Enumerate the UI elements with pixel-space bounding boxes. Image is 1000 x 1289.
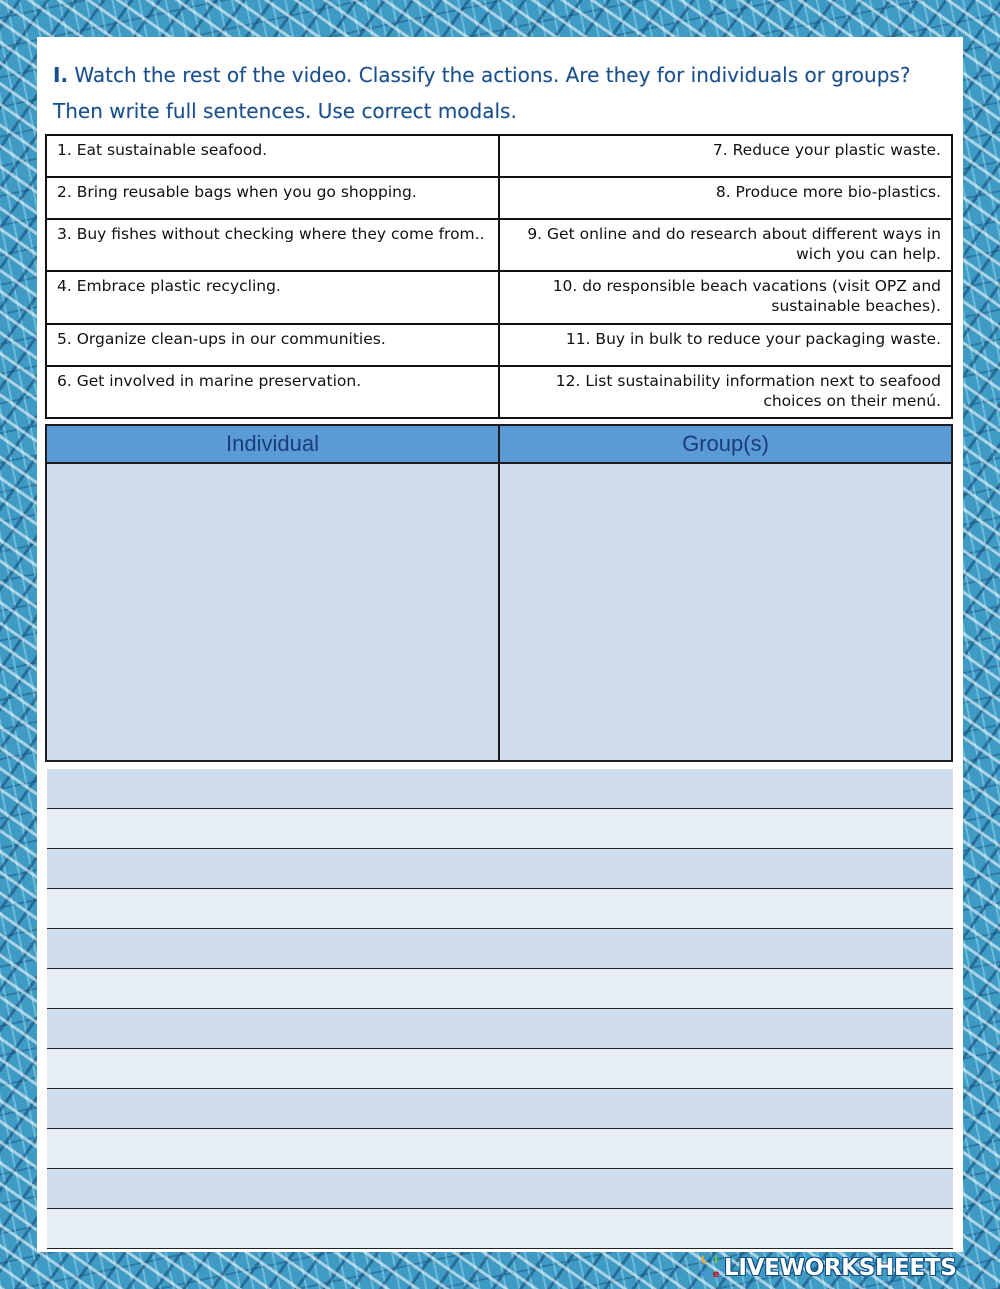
logo-letter: L (700, 1255, 708, 1266)
action-item-5[interactable]: 5. Organize clean-ups in our communities. (46, 324, 499, 366)
liveworksheets-watermark (698, 1254, 956, 1282)
action-item-3[interactable]: 3. Buy fishes without checking where they come from.. (46, 219, 499, 271)
liveworksheets-logo-icon (698, 1254, 722, 1282)
instruction-line-2: Then write full sentences. Use correct modals. (53, 99, 517, 123)
action-item-8[interactable]: 8. Produce more bio-plastics. (499, 177, 952, 219)
table-row (46, 271, 952, 324)
action-item-6[interactable]: 6. Get involved in marine preservation. (46, 366, 499, 418)
writing-line-9[interactable] (47, 1089, 953, 1129)
groups-drop-zone[interactable] (499, 463, 952, 761)
classification-drop-row (46, 463, 952, 761)
writing-line-11[interactable] (47, 1169, 953, 1209)
classification-header-row (46, 425, 952, 463)
logo-letter: e (712, 1269, 720, 1280)
writing-line-4[interactable] (47, 889, 953, 929)
logo-letter: i (714, 1255, 718, 1266)
writing-line-7[interactable] (47, 1009, 953, 1049)
worksheet-page (37, 37, 963, 1252)
writing-line-2[interactable] (47, 809, 953, 849)
writing-line-6[interactable] (47, 969, 953, 1009)
writing-line-5[interactable] (47, 929, 953, 969)
watermark-text: LIVEWORKSHEETS (724, 1255, 957, 1281)
writing-line-12[interactable] (47, 1209, 953, 1249)
action-item-7[interactable]: 7. Reduce your plastic waste. (499, 135, 952, 177)
exercise-number: I. (53, 63, 69, 87)
writing-line-8[interactable] (47, 1049, 953, 1089)
action-item-12[interactable]: 12. List sustainability information next to seafood choices on their menú. (499, 366, 952, 418)
instruction-text-1: Watch the rest of the video. Classify the actions. Are they for individuals or groups? (74, 63, 911, 87)
instructions (53, 57, 943, 129)
writing-line-3[interactable] (47, 849, 953, 889)
table-row (46, 135, 952, 177)
individual-drop-zone[interactable] (46, 463, 499, 761)
action-item-9[interactable]: 9. Get online and do research about different ways in wich you can help. (499, 219, 952, 271)
writing-line-10[interactable] (47, 1129, 953, 1169)
table-row (46, 219, 952, 271)
action-item-4[interactable]: 4. Embrace plastic recycling. (46, 271, 499, 324)
actions-table (45, 134, 953, 419)
writing-lines (47, 769, 953, 1249)
action-item-2[interactable]: 2. Bring reusable bags when you go shopping. (46, 177, 499, 219)
table-row (46, 366, 952, 418)
groups-header: Group(s) (499, 425, 952, 463)
instruction-line-1 (53, 57, 943, 93)
logo-letter: v (700, 1269, 708, 1280)
classification-table (45, 424, 953, 762)
table-row (46, 324, 952, 366)
individual-header: Individual (46, 425, 499, 463)
action-item-1[interactable]: 1. Eat sustainable seafood. (46, 135, 499, 177)
action-item-11[interactable]: 11. Buy in bulk to reduce your packaging waste. (499, 324, 952, 366)
action-item-10[interactable]: 10. do responsible beach vacations (visit OPZ and sustainable beaches). (499, 271, 952, 324)
writing-line-1[interactable] (47, 769, 953, 809)
table-row (46, 177, 952, 219)
